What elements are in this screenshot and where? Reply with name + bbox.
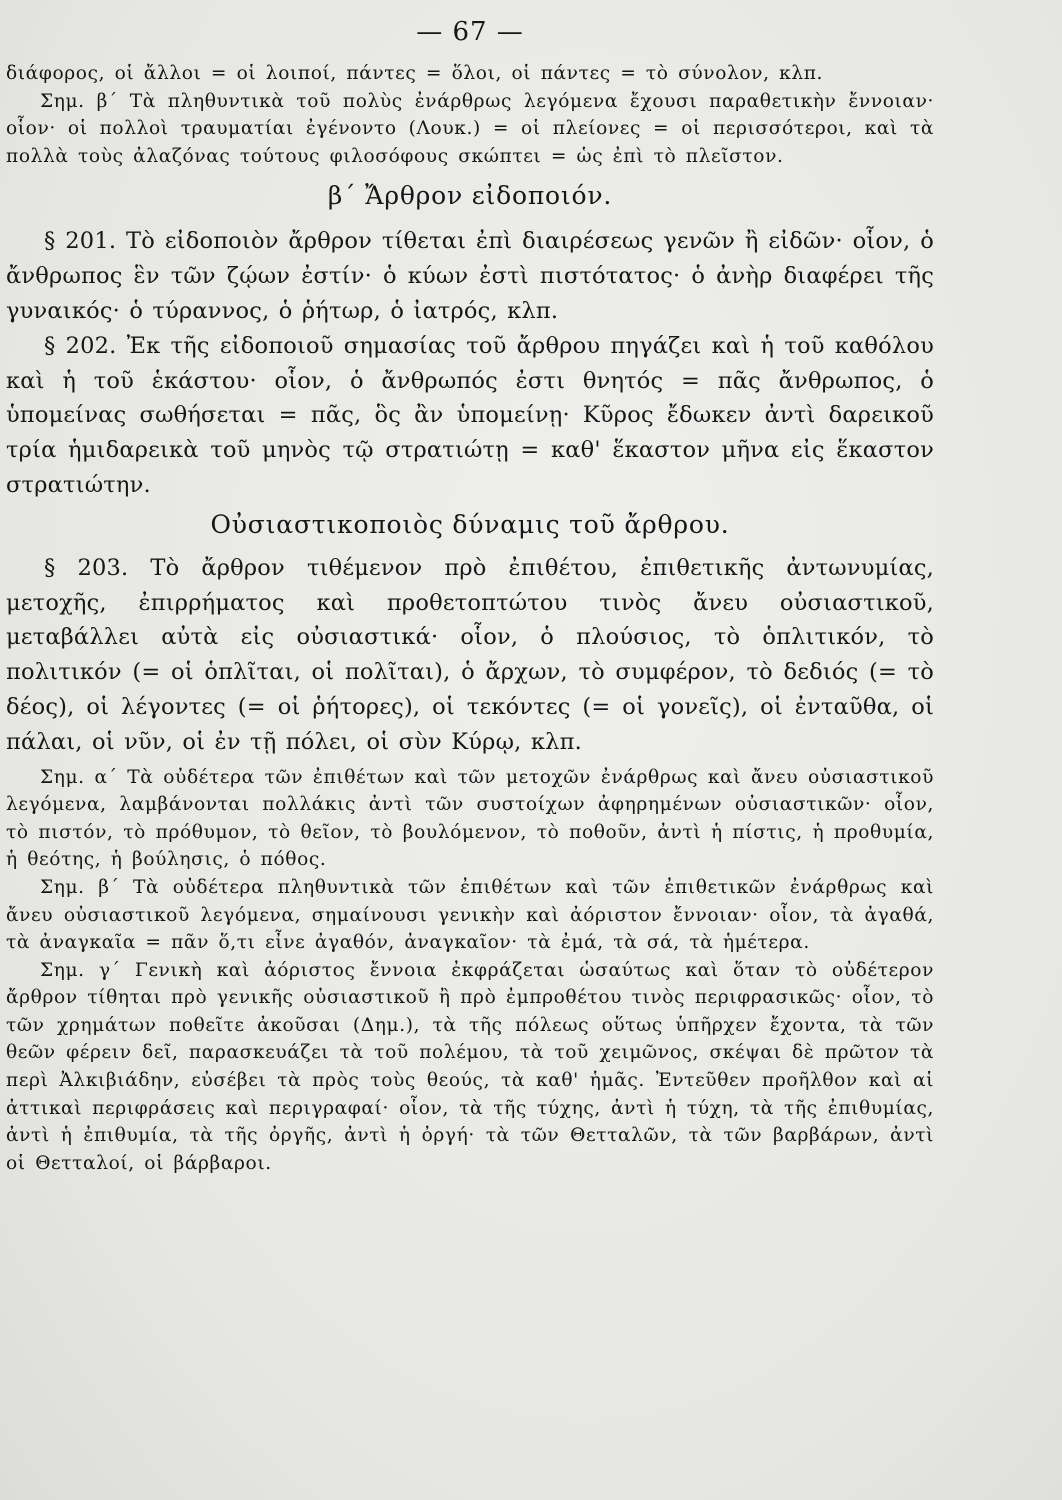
heading-eidopoion-article: β´ Ἄρθρον εἰδοποιόν. — [327, 181, 613, 211]
section-201: § 201. Τὸ εἰδοποιὸν ἄρθρον τίθεται ἐπὶ διαιρέσεως γενῶν ἢ εἰδῶν· οἷον, ὁ ἄνθρωπος ἓν τῶν ζῴων ἐστίν· ὁ κύων ἐστὶ πιστότατος· ὁ ἀνὴρ διαφέρει τῆς γυναικός· ὁ τύραννος, ὁ ῥήτωρ, ὁ ἰατρός, κλπ. — [6, 228, 934, 324]
note-beta-neuter-plural: Σημ. β´ Τὰ οὐδέτερα πληθυντικὰ τῶν ἐπιθέτων καὶ τῶν ἐπιθετικῶν ἐνάρθρως καὶ ἄνευ οὐσιαστικοῦ λεγόμενα, σημαίνουσι γενικὴν καὶ ἀόριστον ἔννοιαν· οἷον, τὰ ἀγαθά, τὰ ἀναγκαῖα = πᾶν ὅ,τι εἶνε ἀγαθόν, ἀναγκαῖον· τὰ ἐμά, τὰ σά, τὰ ἡμέτερα. — [6, 876, 934, 954]
note-gamma-general-meaning: Σημ. γ´ Γενικὴ καὶ ἀόριστος ἔννοια ἐκφράζεται ὡσαύτως καὶ ὅταν τὸ οὐδέτερον ἄρθρον τίθηται πρὸ γενικῆς οὐσιαστικοῦ ἢ πρὸ ἐμπροθέτου τινὸς περιφρασικῶς· οἷον, τὸ τῶν χρημάτων ποθεῖτε ἀκοῦσαι (Δημ.), τὰ τῆς πόλεως οὕτως ὑπῆρχεν ἔχοντα, τὰ τῶν θεῶν φέρειν δεῖ, παρασκευάζει τὰ τοῦ πολέμου, τὰ τοῦ χειμῶνος, σκέψαι δὲ πρῶτον τὰ περὶ Ἀλκιβιάδην, εὐσέβει τὰ πρὸς τοὺς θεούς, τὰ καθ' ἡμᾶς. Ἐντεῦθεν προῆλθον καὶ αἱ ἀττικαὶ περιφράσεις καὶ περιγραφαί· οἷον, τὰ τῆς τύχης, ἀντὶ ἡ τύχη, τὰ τῆς ἐπιθυμίας, ἀντὶ ἡ ἐπιθυμία, τὰ τῆς ὀργῆς, ἀντὶ ἡ ὀργή· τὰ τῶν Θετταλῶν, τὰ τῶν βαρβάρων, ἀντὶ οἱ Θετταλοί, οἱ βάρβαροι. — [6, 959, 934, 1174]
section-202: § 202. Ἐκ τῆς εἰδοποιοῦ σημασίας τοῦ ἄρθρου πηγάζει καὶ ἡ τοῦ καθόλου καὶ ἡ τοῦ ἑκάστου· οἷον, ὁ ἄνθρωπός ἐστι θνητός = πᾶς ἄνθρωπος, ὁ ὑπομείνας σωθήσεται = πᾶς, ὃς ἂν ὑπομείνῃ· Κῦρος ἔδωκεν ἀντὶ δαρεικοῦ τρία ἡμιδαρεικὰ τοῦ μηνὸς τῷ στρατιώτῃ = καθ' ἕκαστον μῆνα εἰς ἕκαστον στρατιώτην. — [6, 332, 934, 498]
note-beta-plural: Σημ. β´ Τὰ πληθυντικὰ τοῦ πολὺς ἐνάρθρως λεγόμενα ἔχουσι παραθετικὴν ἔννοιαν· οἷον· οἱ πολλοὶ τραυματίαι ἐγένοντο (Λουκ.) = οἱ πλείονες = οἱ περισσότεροι, καὶ τὰ πολλὰ τοὺς ἀλαζόνας τούτους φιλοσόφους σκώπτει = ὡς ἐπὶ τὸ πλεῖστον. — [6, 90, 934, 167]
note-continuation: διάφορος, οἱ ἄλλοι = οἱ λοιποί, πάντες = ὅλοι, οἱ πάντες = τὸ σύνολον, κλπ. — [6, 63, 824, 84]
section-203: § 203. Τὸ ἄρθρον τιθέμενον πρὸ ἐπιθέτου, ἐπιθετικῆς ἀντωνυμίας, μετοχῆς, ἐπιρρήματος καὶ προθετοπτώτου τινὸς ἄνευ οὐσιαστικοῦ, μεταβάλλει αὐτὰ εἰς οὐσιαστικά· οἷον, ὁ πλούσιος, τὸ ὁπλιτικόν, τὸ πολιτικόν (= οἱ ὁπλῖται, οἱ πολῖται), ὁ ἄρχων, τὸ συμφέρον, τὸ δεδιός (= τὸ δέος), οἱ λέγοντες (= οἱ ῥήτορες), οἱ τεκόντες (= οἱ γονεῖς), οἱ ἐνταῦθα, οἱ πάλαι, οἱ νῦν, οἱ ἐν τῇ πόλει, οἱ σὺν Κύρῳ, κλπ. — [6, 554, 934, 755]
heading-substantivizing-power: Οὐσιαστικοποιὸς δύναμις τοῦ ἄρθρου. — [210, 509, 730, 539]
note-alpha-neuter: Σημ. α´ Τὰ οὐδέτερα τῶν ἐπιθέτων καὶ τῶν μετοχῶν ἐνάρθρως καὶ ἄνευ οὐσιαστικοῦ λεγόμενα, λαμβάνονται πολλάκις ἀντὶ τῶν συστοίχων ἀφηρημένων οὐσιαστικῶν· οἷον, τὸ πιστόν, τὸ πρόθυμον, τὸ θεῖον, τὸ βουλόμενον, τὸ ποθοῦν, ἀντὶ ἡ πίστις, ἡ προθυμία, ἡ θεότης, ἡ βούλησις, ὁ πόθος. — [6, 766, 934, 871]
page-number: — 67 — — [416, 17, 524, 47]
